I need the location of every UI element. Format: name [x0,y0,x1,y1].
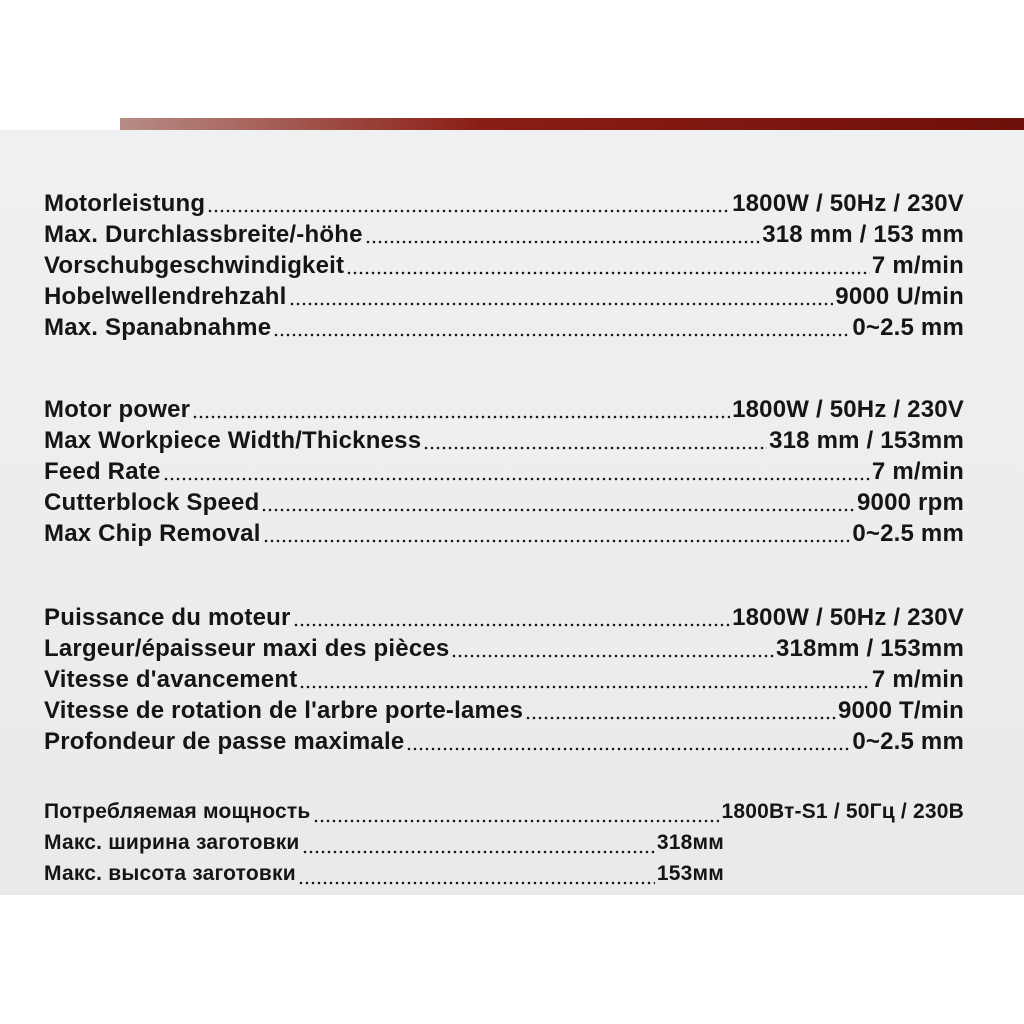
dot-leader [365,240,761,244]
spec-row [44,283,964,314]
dot-leader [163,477,870,481]
spec-label: Max. Spanabnahme [44,314,272,341]
dot-leader [298,881,655,885]
dot-leader [263,539,851,543]
spec-row [44,489,964,520]
spec-value: 318mm / 153mm [775,635,964,662]
spec-value: 1800Вт-S1 / 50Гц / 230В [721,800,964,823]
spec-value: 318 mm / 153 mm [762,221,964,248]
spec-section-english [44,396,964,551]
background-bottom [0,895,1024,1024]
spec-value: 9000 U/min [835,283,964,310]
spec-label: Макс. ширина заготовки [44,831,300,854]
spec-value: 318мм [656,831,724,854]
spec-row [44,314,964,345]
spec-value: 9000 rpm [857,489,964,516]
spec-label: Largeur/épaisseur maxi des pièces [44,635,450,662]
spec-value: 153мм [656,862,724,885]
dot-leader [302,850,655,854]
spec-value: 1800W / 50Hz / 230V [732,604,964,631]
dot-leader [423,446,767,450]
spec-label: Hobelwellendrehzahl [44,283,287,310]
background-top [0,0,1024,130]
spec-row [44,800,964,831]
spec-row [44,831,724,862]
spec-value: 7 m/min [871,458,964,485]
spec-section-french [44,604,964,759]
spec-label: Motor power [44,396,191,423]
spec-section-german [44,190,964,345]
spec-row [44,635,964,666]
spec-value: 0~2.5 mm [852,314,964,341]
spec-value: 9000 T/min [837,697,964,724]
dot-leader [289,302,834,306]
spec-label: Vorschubgeschwindigkeit [44,252,345,279]
spec-row [44,190,964,221]
dot-leader [451,654,773,658]
spec-label: Max Workpiece Width/Thickness [44,427,422,454]
spec-row [44,604,964,635]
dot-leader [299,685,870,689]
spec-value: 1800W / 50Hz / 230V [732,396,964,423]
spec-value: 0~2.5 mm [852,520,964,547]
spec-row [44,458,964,489]
dot-leader [192,415,730,419]
spec-section-russian [44,800,964,893]
cropped-text-fragment [44,888,944,895]
spec-label: Vitesse d'avancement [44,666,298,693]
dot-leader [207,209,730,213]
dot-leader [273,333,850,337]
dot-leader [406,747,850,751]
spec-row [44,728,964,759]
spec-value: 0~2.5 mm [852,728,964,755]
spec-value: 7 m/min [871,252,964,279]
spec-label: Max. Durchlassbreite/-höhe [44,221,363,248]
dot-leader [346,271,870,275]
spec-row [44,221,964,252]
spec-label: Vitesse de rotation de l'arbre porte-lames [44,697,524,724]
spec-value: 1800W / 50Hz / 230V [732,190,964,217]
spec-row [44,396,964,427]
spec-value: 318 mm / 153mm [769,427,964,454]
dot-leader [525,716,836,720]
spec-label: Cutterblock Speed [44,489,260,516]
dot-leader [293,623,731,627]
spec-row [44,666,964,697]
dot-leader [261,508,855,512]
spec-label: Feed Rate [44,458,161,485]
spec-label: Profondeur de passe maximale [44,728,405,755]
spec-row [44,427,964,458]
spec-label: Макс. высота заготовки [44,862,296,885]
spec-label: Max Chip Removal [44,520,261,547]
spec-label: Motorleistung [44,190,206,217]
spec-label: Потребляемая мощность [44,800,311,823]
spec-row [44,697,964,728]
dot-leader [313,819,720,823]
spec-row [44,252,964,283]
spec-label: Puissance du moteur [44,604,291,631]
spec-row [44,520,964,551]
spec-value: 7 m/min [871,666,964,693]
